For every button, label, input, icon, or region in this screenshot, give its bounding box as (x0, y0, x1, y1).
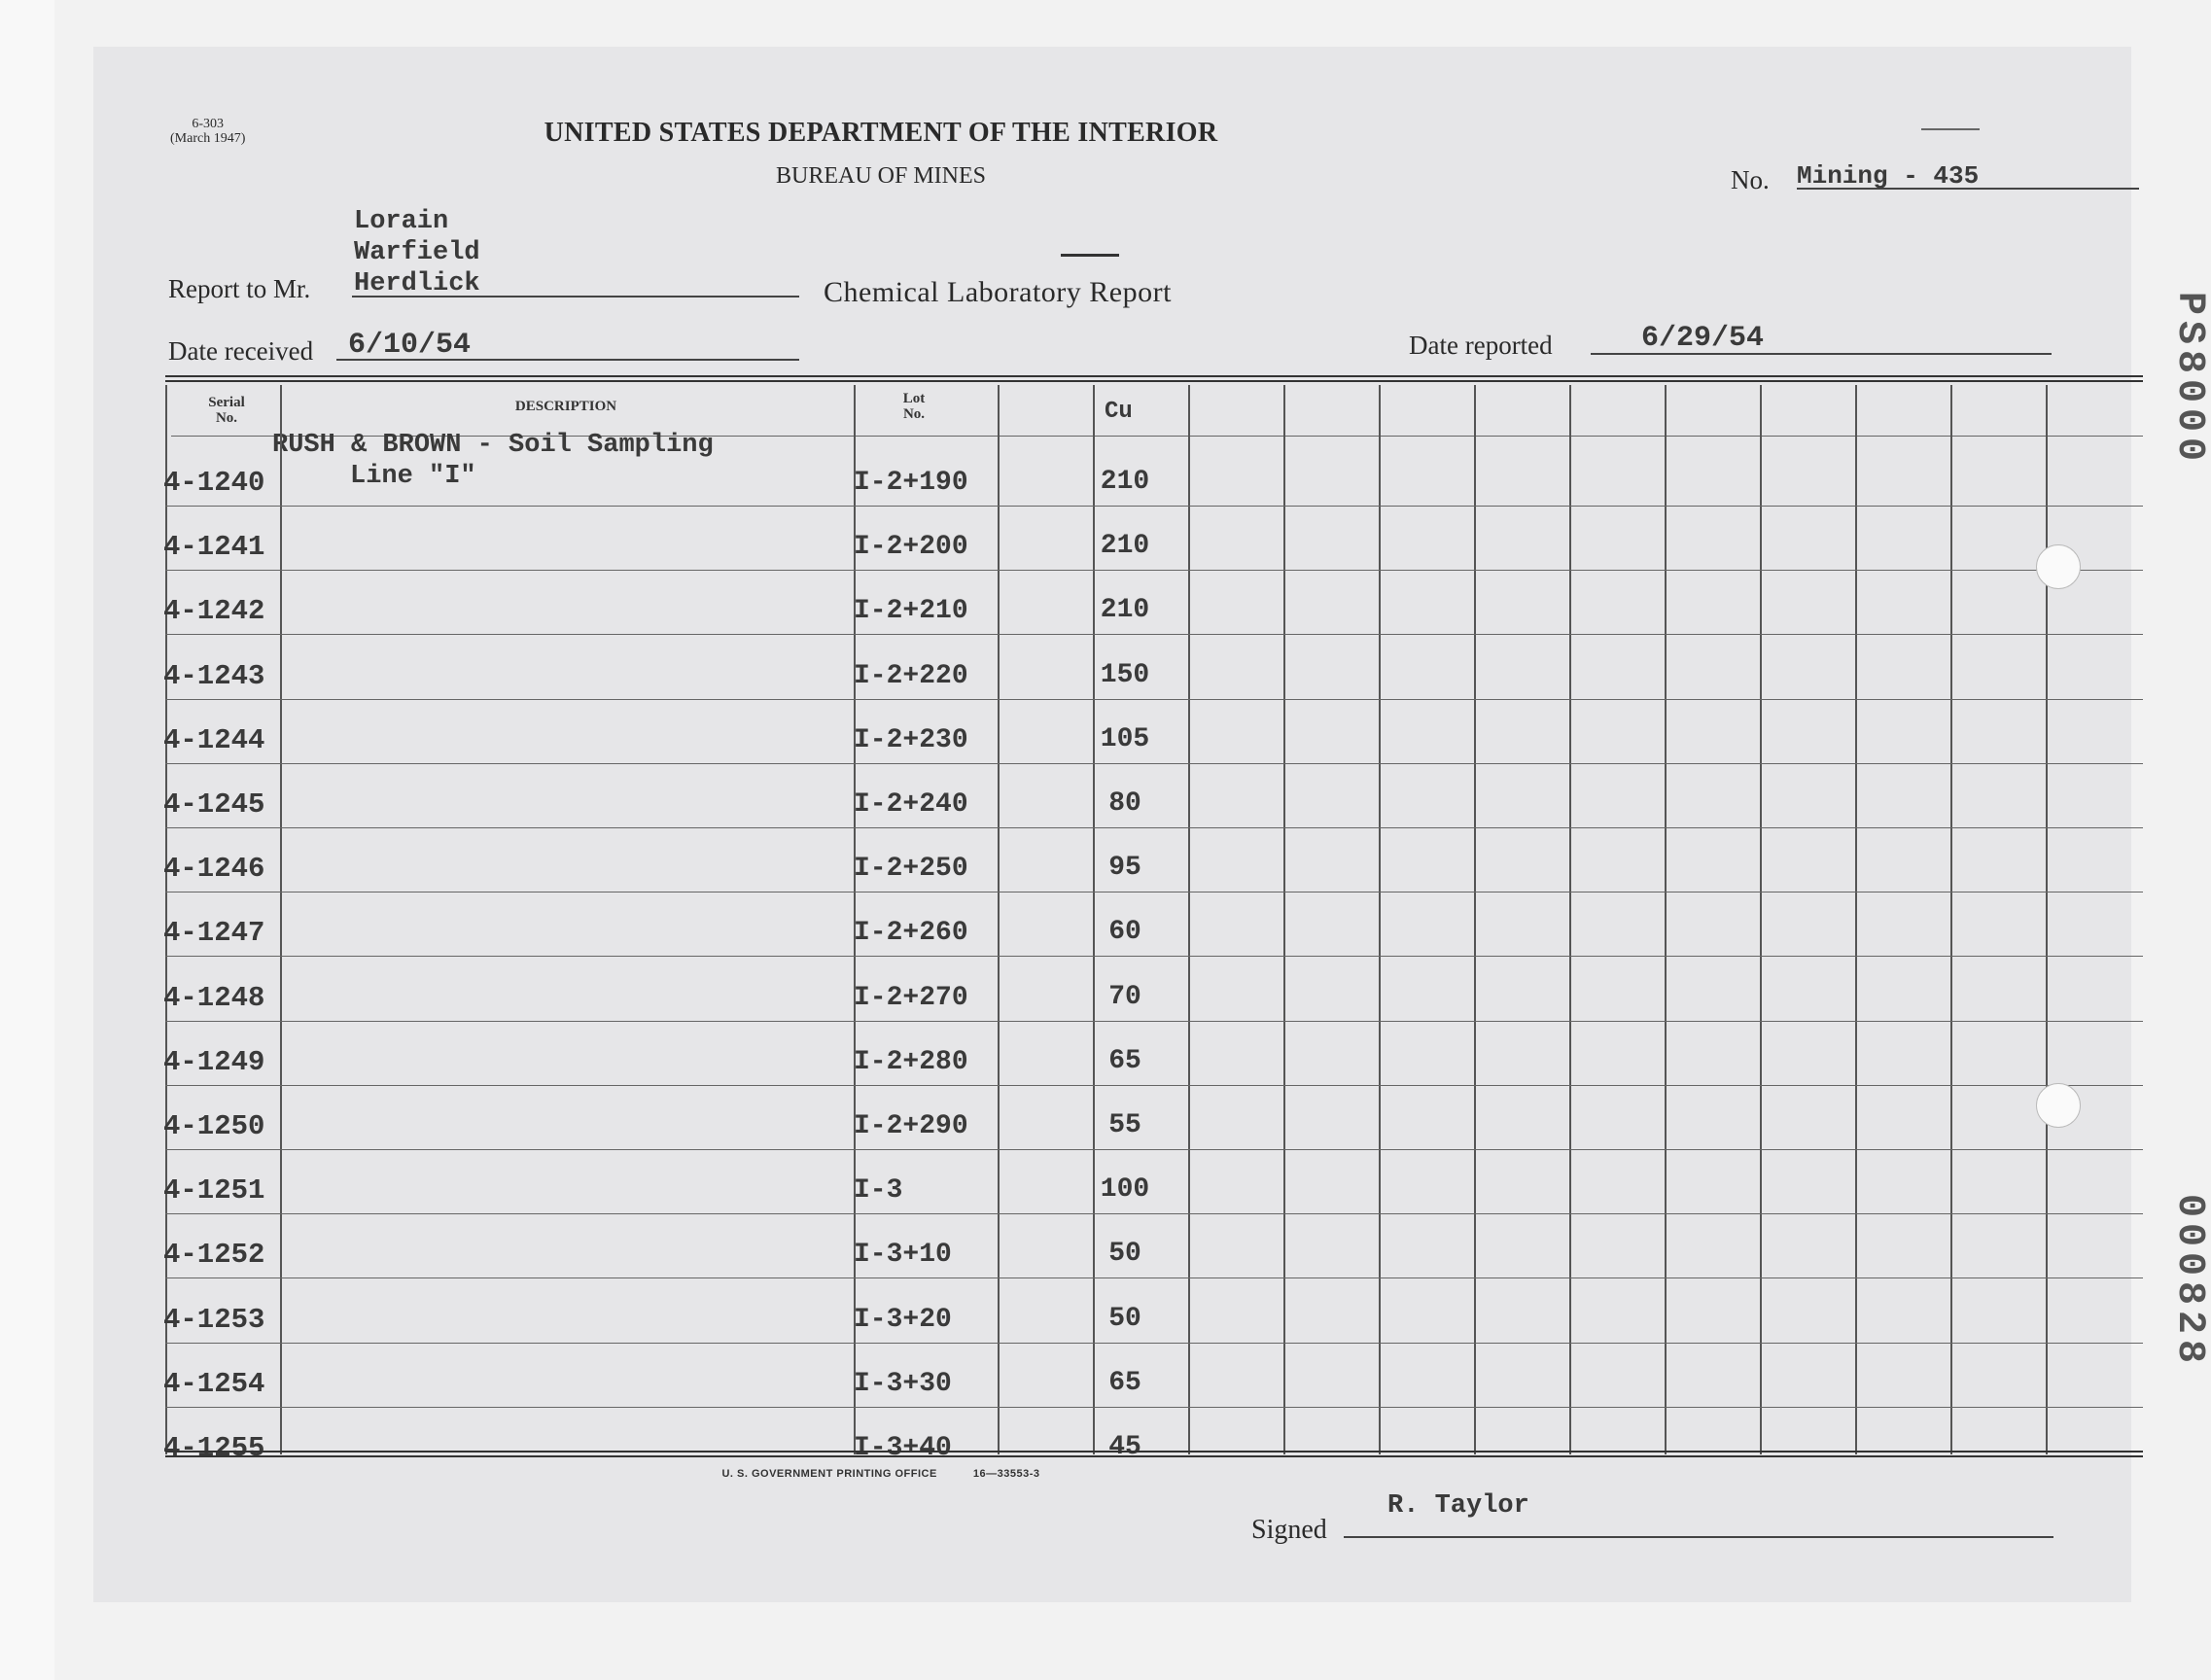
cu-value: 60 (1108, 917, 1141, 948)
lot-header-line: Lot (902, 391, 926, 406)
serial-number: 4-1252 (163, 1239, 265, 1272)
report-to-line (352, 296, 799, 298)
description-line: RUSH & BROWN - Soil Sampling (272, 431, 714, 460)
lot-number: I-2+200 (854, 532, 968, 563)
lot-number: I-2+240 (854, 789, 968, 820)
column-divider (1950, 385, 1952, 1454)
row-rule (165, 763, 2143, 764)
bureau-heading: BUREAU OF MINES (775, 163, 987, 189)
serial-number: 4-1251 (163, 1174, 265, 1208)
lot-number: I-3+20 (854, 1304, 952, 1335)
serial-number: 4-1249 (163, 1045, 265, 1078)
serial-number: 4-1245 (163, 788, 265, 821)
lot-number: I-3+40 (854, 1433, 952, 1463)
cu-value: 65 (1108, 1367, 1141, 1398)
date-reported-value: 6/29/54 (1641, 322, 1765, 355)
lot-header (856, 391, 972, 422)
column-divider (1379, 385, 1381, 1454)
department-heading: UNITED STATES DEPARTMENT OF THE INTERIOR (544, 118, 1218, 148)
serial-number: 4-1246 (163, 853, 265, 886)
serial-number: 4-1254 (163, 1367, 265, 1400)
report-title: Chemical Laboratory Report (824, 276, 1172, 308)
serial-number: 4-1240 (163, 467, 265, 499)
lot-number: I-2+210 (854, 596, 968, 627)
column-divider (1665, 385, 1667, 1454)
signer-name: R. Taylor (1387, 1491, 1529, 1521)
column-divider (1188, 385, 1190, 1454)
punch-hole (2036, 544, 2081, 589)
lot-number: I-2+290 (854, 1111, 968, 1141)
column-divider (1474, 385, 1476, 1454)
title-rule (1061, 254, 1119, 257)
serial-number: 4-1253 (163, 1303, 265, 1336)
serial-number: 4-1248 (163, 981, 265, 1014)
column-divider (1283, 385, 1285, 1454)
serial-header-line: Serial (208, 395, 245, 410)
table-bottom-rule (165, 1451, 2143, 1452)
report-sheet (93, 47, 2211, 1602)
serial-number: 4-1241 (163, 531, 265, 564)
report-number-label: No. (1731, 165, 1770, 194)
column-divider (2046, 385, 2048, 1454)
serial-number: 4-1255 (163, 1432, 265, 1464)
recipient-list (354, 206, 480, 299)
scan-margin (0, 0, 54, 1680)
form-date: (March 1947) (170, 131, 246, 146)
cu-value: 105 (1100, 723, 1150, 754)
row-rule (165, 1343, 2143, 1344)
lot-number: I-3 (854, 1175, 903, 1207)
cu-value: 95 (1108, 853, 1141, 884)
cu-value: 210 (1100, 595, 1150, 626)
row-rule (165, 1085, 2143, 1086)
table-top-rule (165, 375, 2143, 377)
punch-hole (2036, 1083, 2081, 1128)
lot-header-line: No. (902, 406, 926, 422)
report-number-value: Mining - 435 (1797, 161, 1980, 191)
table-top-rule (165, 380, 2143, 382)
recipient-name: Warfield (354, 238, 480, 267)
row-rule (165, 1407, 2143, 1408)
table-bottom-rule (165, 1455, 2143, 1457)
column-divider (1569, 385, 1571, 1454)
serial-number: 4-1244 (163, 723, 265, 756)
recipient-name: Lorain (354, 207, 449, 236)
lot-number: I-3+10 (854, 1240, 952, 1271)
cu-value: 65 (1108, 1045, 1141, 1076)
signed-label: Signed (1251, 1515, 1327, 1545)
cu-value: 50 (1108, 1239, 1141, 1270)
lot-number: I-2+280 (854, 1046, 968, 1077)
serial-number: 4-1247 (163, 917, 265, 950)
lot-number: I-2+230 (854, 724, 968, 755)
serial-number: 4-1242 (163, 595, 265, 628)
lot-number: I-2+270 (854, 982, 968, 1013)
description-header: DESCRIPTION (514, 399, 617, 414)
row-rule (165, 1021, 2143, 1022)
row-rule (165, 634, 2143, 635)
serial-header-line: No. (215, 410, 238, 426)
description-line: Line "I" (350, 462, 476, 491)
row-rule (165, 956, 2143, 957)
cu-value: 55 (1108, 1110, 1141, 1140)
row-rule (165, 827, 2143, 828)
lot-number: I-2+220 (854, 660, 968, 691)
cu-header: Cu (1105, 399, 1133, 425)
serial-number: 4-1243 (163, 659, 265, 692)
archive-stamp-bottom: 000828 (2167, 1194, 2211, 1370)
form-number: 6-303 (192, 117, 225, 131)
cu-value: 210 (1100, 467, 1150, 497)
cu-value: 210 (1100, 531, 1150, 562)
cu-value: 50 (1108, 1303, 1141, 1334)
printing-office-note (93, 1468, 1668, 1480)
serial-number: 4-1250 (163, 1110, 265, 1142)
printing-office: U. S. GOVERNMENT PRINTING OFFICE (721, 1468, 937, 1480)
date-received-label: Date received (168, 336, 314, 366)
row-rule (165, 506, 2143, 507)
cu-value: 100 (1100, 1174, 1150, 1206)
column-divider (280, 385, 282, 1454)
cu-value: 70 (1108, 981, 1141, 1012)
column-divider (1855, 385, 1857, 1454)
row-rule (165, 1213, 2143, 1214)
printing-code: 16—33553-3 (972, 1468, 1040, 1480)
report-to-label: Report to Mr. (168, 274, 311, 303)
cu-value: 45 (1108, 1432, 1141, 1462)
archive-stamp-top: PS8000 (2167, 292, 2211, 468)
lot-number: I-2+250 (854, 854, 968, 885)
date-received-value: 6/10/54 (348, 329, 472, 362)
sample-description (272, 430, 714, 492)
pencil-mark (1921, 128, 1980, 130)
recipient-name: Herdlick (354, 269, 480, 298)
column-divider (998, 385, 1000, 1454)
cu-value: 80 (1108, 788, 1141, 819)
signature-line (1344, 1536, 2053, 1538)
date-reported-label: Date reported (1409, 331, 1553, 360)
serial-header (183, 395, 270, 426)
lot-number: I-2+260 (854, 918, 968, 949)
lot-number: I-3+30 (854, 1368, 952, 1399)
cu-value: 150 (1100, 659, 1150, 690)
lot-number: I-2+190 (854, 468, 968, 498)
row-rule (165, 1149, 2143, 1150)
row-rule (165, 699, 2143, 700)
row-rule (165, 570, 2143, 571)
column-divider (1760, 385, 1762, 1454)
